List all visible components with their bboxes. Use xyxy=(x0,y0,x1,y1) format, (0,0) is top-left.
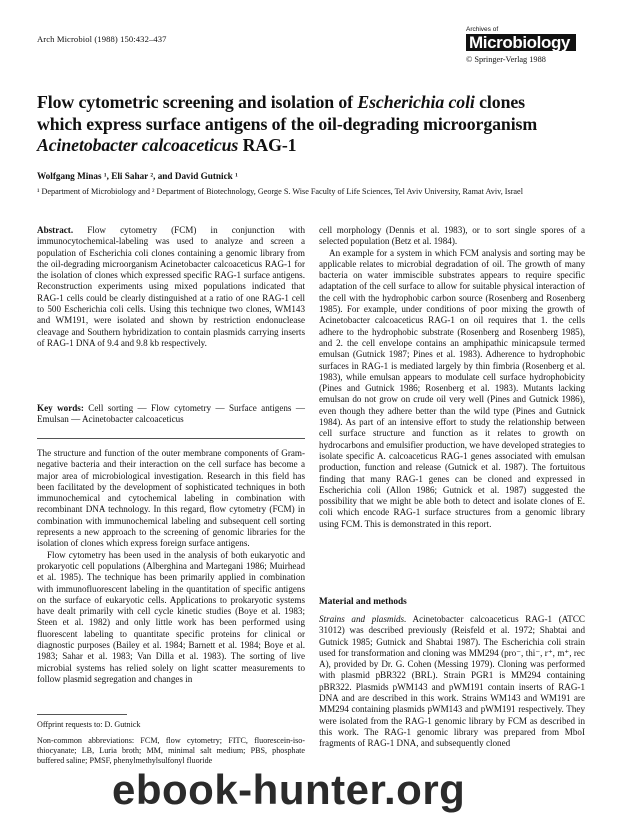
abstract-label: Abstract. xyxy=(37,225,74,235)
journal-citation: Arch Microbiol (1988) 150:432–437 xyxy=(37,34,167,44)
journal-logo-prefix: Archives of xyxy=(466,26,499,33)
introduction xyxy=(37,448,305,685)
journal-logo xyxy=(466,26,584,64)
title-strain: RAG-1 xyxy=(242,135,297,155)
journal-logo-name: Microbiology xyxy=(466,34,576,51)
offprint-footnote: Offprint requests to: D. Gutnick xyxy=(37,720,141,729)
footnote-divider xyxy=(37,714,127,715)
strains-paragraph xyxy=(319,614,585,750)
keywords-label: Key words: xyxy=(37,403,84,413)
title-text-1: Flow cytometric screening and isolation of xyxy=(37,92,353,112)
watermark: ebook-hunter.org xyxy=(112,766,466,813)
right-paragraph-1: An example for a system in which FCM analysis and sorting may be applicable relates to microbial degradation of oil. The growth of many bacteria on water immiscible substrates appears to require specific adaptation of the cell surface to allow for suitable physical interaction of the cell with the hydrophobic carbon source (Rosenberg and Rosenberg 1985). For example, under conditions of poor mixing the growth of Acinetobacter calcoaceticus RAG-1 on oil requires that 1. the cells adhere to the hydrophobic substrate (Rosenberg and Rosenberg 1985), and 2. the cell envelope contains an amphipathic minicapsule termed emulsan (Gutnick 1987; Pines et al. 1983). Adherence to hydrophobic surfaces in RAG-1 is mediated largely by thin fimbria (Rosenberg et al. 1983), while emulsan appears to modulate cell surface hydrophobicity (Pines and Gutnick 1986; Rosenberg et al. 1983). Mutants lacking emulsan do not grow on crude oil very well (Pines and Gutnick 1986), even though they adhere better than the wild type (Pines and Gutnick 1984). As part of an intensive effort to study the relationship between cell surface structure and function as it relates to growth on hydrocarbons and emulsifier production, we have developed strategies to isolate specific A. calcoaceticus RAG-1 genes associated with emulsan production, function and release (Gutnick et al. 1987). The fortuitous finding that many RAG-1 genes can be cloned and expressed in Escherichia coli (Allon 1986; Gutnick et al. 1987) suggested the possibility that we might be able both to detect and isolate clones of E. coli which encode RAG-1 surface structures from a genomic library using FCM. This is demonstrated in this report. xyxy=(319,247,585,529)
abstract-text: Flow cytometry (FCM) in conjunction with immunocytochemical-labeling was used to analyze and screen a population of Escherichia coli clones containing a genomic library from the oil-degrading microorganism Acinetobacter calcoaceticus RAG-1 for the isolation of clones which expressed specific RAG-1 surface antigens. Reconstruction experiments using mixed populations indicated that RAG-1 cells could be clearly distinguished at a ratio of one RAG-1 cell to 500 Escherichia coli cells. Using this technique two clones, WM143 and WM191, were isolated and shown by restriction endonuclease cleavage and Southern hybridization to contain plasmids carrying inserts of RAG-1 DNA of 9.4 and 9.8 kb respectively. xyxy=(37,225,306,348)
keywords xyxy=(37,403,305,426)
title-species-1: Escherichia coli xyxy=(357,92,475,112)
strains-label: Strains and plasmids. xyxy=(319,614,407,624)
right-paragraph-0: cell morphology (Dennis et al. 1983), or to sort single spores of a selected population (Betz et al. 1984). xyxy=(319,225,585,247)
title-text-2: which express surface antigens of the oil-degrading microorganism xyxy=(37,113,538,134)
affiliations: ¹ Department of Microbiology and ² Department of Biotechnology, George S. Wise Faculty of Life Sciences, Tel Aviv University, Ramat Aviv, Israel xyxy=(37,187,523,196)
author-list: Wolfgang Minas ¹, Eli Sahar ², and David Gutnick ¹ xyxy=(37,171,238,181)
right-column-text xyxy=(319,225,585,530)
intro-paragraph-2: Flow cytometry has been used in the analysis of both eukaryotic and prokaryotic cell populations (Alberghina and Martegani 1986; Muirhead et al. 1985). The technique has been primarily applied in combination with immunofluorescent labeling in the quantitation of specific antigens on the surface of eukaryotic cells. Applications to prokaryotic systems have dealt primarily with cell cycle kinetic studies (Boye et al. 1983; Steen et al. 1982) and only little work has been performed using fluorescent labeling to quantitate specific proteins for clinical or diagnostic purposes (Bailey et al. 1984; Barnett et al. 1984; Boye et al. 1983; Sahar et al. 1983; Van Dilla et al. 1983). The sorting of live microbial systems has relied solely on light scatter measurements to follow plasmid segregation and changes in xyxy=(37,549,305,684)
section-divider xyxy=(37,438,305,439)
strains-text: Acinetobacter calcoaceticus RAG-1 (ATCC 31012) was described previously (Reisfeld et al. 1972; Shabtai and Gutnick 1985; Gutnick and Shabtai 1987). The Escherichia coli strain used for transformation and cloning was MM294 (pro⁻, thi⁻, r⁺, m⁺, rec A), provided by Dr. G. Cohen (Messing 1979). Cloning was performed with plasmid pBR322 (BRL). Strain PGR1 is MM294 containing pBR322. Plasmids pWM143 and pWM191 contain inserts of RAG-1 DNA and are described in this work. Strains WM143 and WM191 are MM294 containing plasmids pWM143 and pWM191 respectively. They were isolated from the RAG-1 genomic library by FCM as described in this work. The RAG-1 genomic library was prepared from MboI fragments of RAG-1 DNA, and subsequently cloned xyxy=(319,614,585,749)
abbreviations-footnote: Non-common abbreviations: FCM, flow cytometry; FITC, fluorescein-iso-thiocyanate; LB, Luria broth; MM, minimal salt medium; PBS, phosphate buffered saline; PMSF, phenylmethylsulfonyl fluoride xyxy=(37,736,305,765)
title-text-1-end: clones xyxy=(479,92,525,112)
abstract xyxy=(37,225,305,349)
intro-paragraph-1: The structure and function of the outer membrane components of Gram-negative bacteria and their interaction on the cell surface has become a major area of microbiological investigation. Research in this field has been facilitated by the development of sophisticated techniques in both immunochemical and cytochemical labeling in combination with recombinant DNA technology. In this regard, flow cytometry (FCM) in combination with immunochemical labeling and subsequent cell sorting represents a new approach to the screening of genomic libraries for the isolation of clones which express foreign surface antigens. xyxy=(37,448,305,549)
section-heading-methods: Material and methods xyxy=(319,597,407,607)
article-title xyxy=(37,92,587,157)
copyright-notice: © Springer-Verlag 1988 xyxy=(466,55,546,64)
keywords-text: Cell sorting — Flow cytometry — Surface antigens — Emulsan — Acinetobacter calcoaceticus xyxy=(37,403,305,425)
title-species-2: Acinetobacter calcoaceticus xyxy=(37,135,239,155)
